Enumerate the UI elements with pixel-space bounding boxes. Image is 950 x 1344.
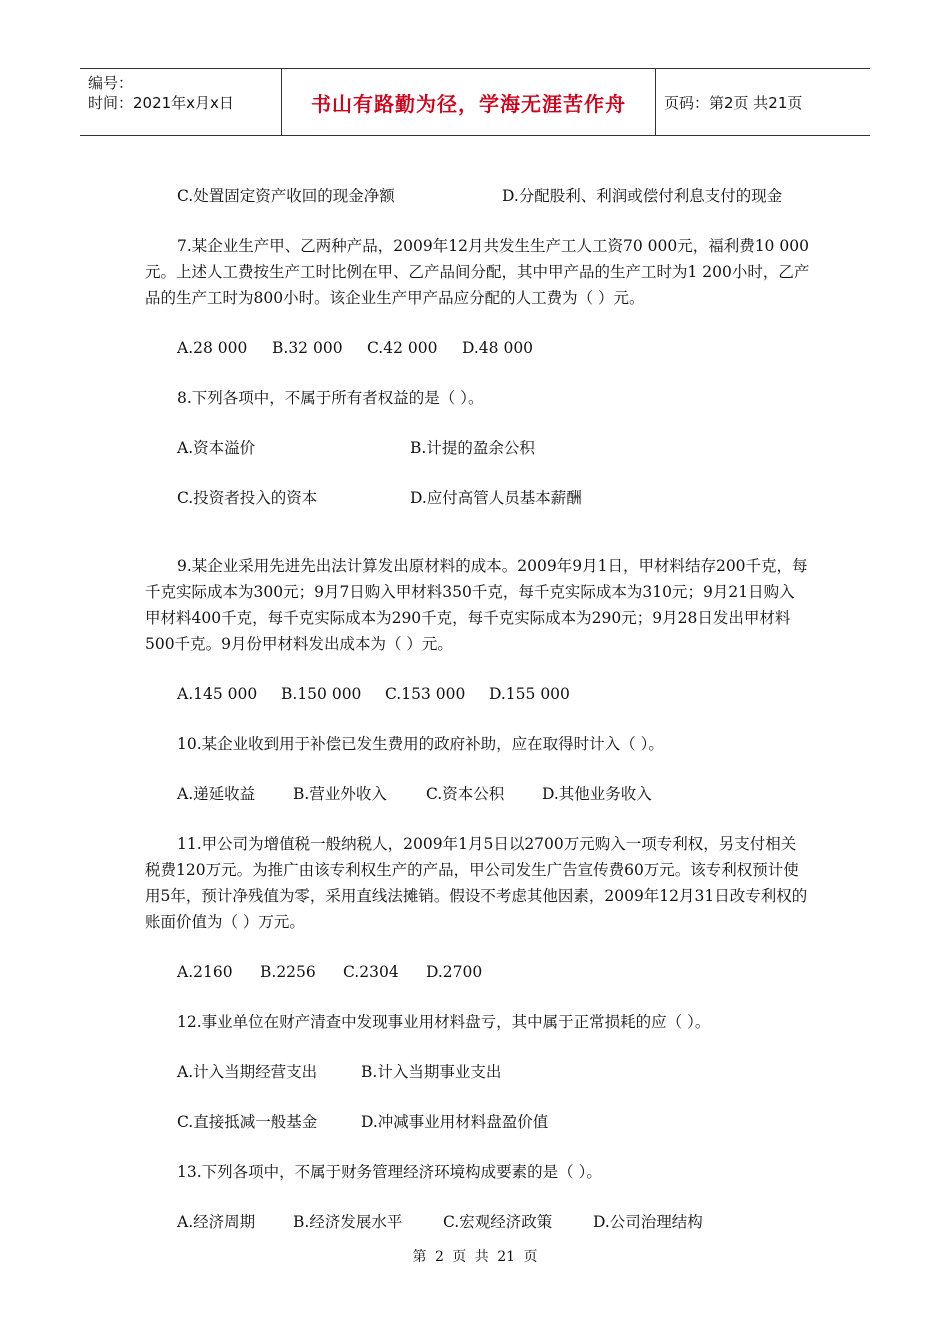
option: C.投资者投入的资本 (177, 489, 318, 507)
option: D.冲减事业用材料盘盈价值 (361, 1113, 549, 1131)
q8-options-cd (145, 485, 810, 511)
option: D.公司治理结构 (593, 1213, 703, 1231)
q10-options (145, 781, 810, 807)
q6-options-cd (145, 183, 810, 209)
question-7: 7.某企业生产甲、乙两种产品，2009年12月共发生生产工人工资70 000元，福利费10 000元。上述人工费按生产工时比例在甲、乙产品间分配，其中甲产品的生产工时为1 200小时，乙产品的生产工时为800小时。该企业生产甲产品应分配的人工费为（ ）元。 (145, 237, 810, 307)
document-body (145, 178, 810, 1235)
option: B.2256 (260, 963, 316, 981)
option: C.直接抵减一般基金 (177, 1113, 318, 1131)
header-motto: 书山有路勤为径，学海无涯苦作舟 (282, 69, 656, 135)
q13-options (145, 1209, 810, 1235)
header-page-info: 页码：第2页 共21页 (664, 93, 803, 112)
option: B.营业外收入 (293, 785, 387, 803)
option: D.分配股利、利润或偿付利息支付的现金 (502, 187, 783, 205)
option: B.32 000 (272, 339, 343, 357)
option: B.计提的盈余公积 (410, 439, 535, 457)
option: C.2304 (343, 963, 399, 981)
option: B.计入当期事业支出 (361, 1063, 502, 1081)
question-10: 10.某企业收到用于补偿已发生费用的政府补助，应在取得时计入（ ）。 (177, 735, 664, 753)
q11-options (145, 959, 810, 985)
option: A.经济周期 (177, 1213, 256, 1231)
question-9: 9.某企业采用先进先出法计算发出原材料的成本。2009年9月1日，甲材料结存200千克，每千克实际成本为300元；9月7日购入甲材料350千克，每千克实际成本为310元；9月21日购入甲材料400千克，每千克实际成本为290千克，每千克实际成本为290元；9月28日发出甲材料500千克。9月份甲材料发出成本为（ ）元。 (145, 557, 808, 653)
q9-options (145, 681, 810, 707)
question-12: 12.事业单位在财产清查中发现事业用材料盘亏，其中属于正常损耗的应（ ）。 (177, 1013, 711, 1031)
option: A.2160 (177, 963, 233, 981)
option: B.150 000 (281, 685, 362, 703)
q8-options-ab (145, 435, 810, 461)
option: A.计入当期经营支出 (177, 1063, 318, 1081)
option: A.递延收益 (177, 785, 256, 803)
page-header (80, 68, 870, 136)
option: C.处置固定资产收回的现金净额 (177, 187, 395, 205)
option: D.应付高管人员基本薪酬 (410, 489, 582, 507)
page-footer: 第 2 页 共 21 页 (412, 1249, 538, 1265)
time-label: 时间：2021年x月x日 (88, 94, 234, 112)
option: D.其他业务收入 (542, 785, 652, 803)
option: C.宏观经济政策 (443, 1213, 553, 1231)
option: C.42 000 (367, 339, 438, 357)
option: C.资本公积 (426, 785, 505, 803)
question-8: 8.下列各项中，不属于所有者权益的是（ ）。 (177, 389, 484, 407)
option: D.2700 (426, 963, 483, 981)
q12-options-cd (145, 1109, 810, 1135)
q7-options (145, 335, 810, 361)
number-label: 编号： (88, 74, 134, 92)
option: D.155 000 (489, 685, 570, 703)
q12-options-ab (145, 1059, 810, 1085)
option: A.28 000 (177, 339, 248, 357)
option: A.资本溢价 (177, 439, 256, 457)
option: C.153 000 (385, 685, 466, 703)
option: A.145 000 (177, 685, 258, 703)
option: D.48 000 (462, 339, 534, 357)
header-meta (80, 69, 282, 135)
question-11: 11.甲公司为增值税一般纳税人，2009年1月5日以2700万元购入一项专利权，另支付相关税费120万元。为推广由该专利权生产的产品，甲公司发生广告宣传费60万元。该专利权预计使用5年，预计净残值为零，采用直线法摊销。假设不考虑其他因素，2009年12月31日改专利权的账面价值为（ ）万元。 (145, 835, 808, 931)
question-13: 13.下列各项中，不属于财务管理经济环境构成要素的是（ ）。 (177, 1163, 602, 1181)
option: B.经济发展水平 (293, 1213, 403, 1231)
